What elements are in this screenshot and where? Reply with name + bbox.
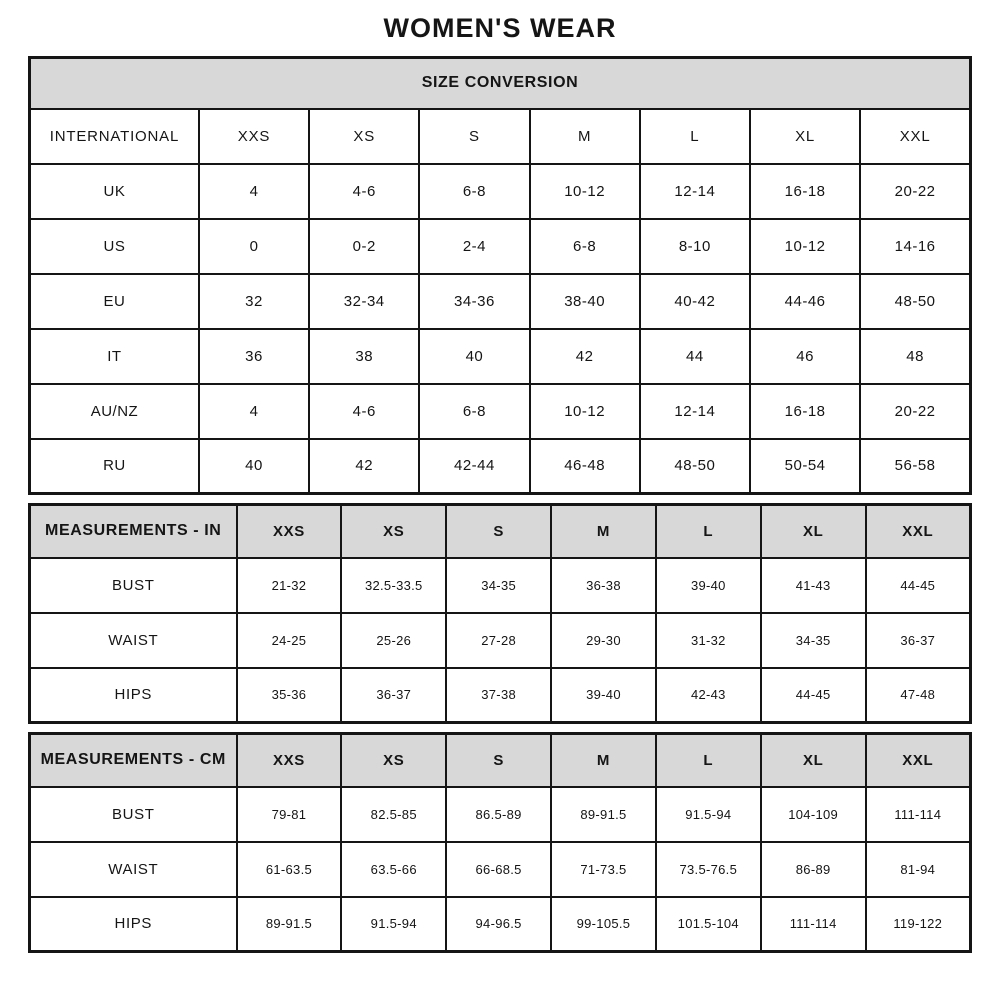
value-cell: 91.5-94	[656, 787, 761, 842]
value-cell: 38-40	[530, 274, 640, 329]
value-cell: 4-6	[309, 384, 419, 439]
value-cell: 14-16	[860, 219, 970, 274]
value-cell: 32-34	[309, 274, 419, 329]
value-cell: 10-12	[530, 164, 640, 219]
value-cell: 89-91.5	[237, 897, 342, 952]
row-label-waist: WAIST	[30, 613, 237, 668]
value-cell: 61-63.5	[237, 842, 342, 897]
value-cell: 10-12	[750, 219, 860, 274]
column-header-xl: XL	[750, 109, 860, 164]
column-header-xxl: XXL	[860, 109, 970, 164]
value-cell: 44-45	[761, 668, 866, 723]
value-cell: 12-14	[640, 164, 750, 219]
value-cell: 6-8	[419, 164, 529, 219]
value-cell: 82.5-85	[341, 787, 446, 842]
value-cell: 39-40	[656, 558, 761, 613]
value-cell: 6-8	[530, 219, 640, 274]
value-cell: 99-105.5	[551, 897, 656, 952]
table-row-bust	[30, 787, 971, 842]
column-header-xxl: XXL	[866, 734, 971, 787]
value-cell: 25-26	[341, 613, 446, 668]
value-cell: 86-89	[761, 842, 866, 897]
column-header-s: S	[446, 505, 551, 558]
value-cell: 12-14	[640, 384, 750, 439]
row-label-hips: HIPS	[30, 668, 237, 723]
value-cell: 81-94	[866, 842, 971, 897]
row-label-bust: BUST	[30, 558, 237, 613]
column-header-xl: XL	[761, 505, 866, 558]
column-header-xxs: XXS	[199, 109, 309, 164]
value-cell: 6-8	[419, 384, 529, 439]
value-cell: 39-40	[551, 668, 656, 723]
value-cell: 47-48	[866, 668, 971, 723]
value-cell: 2-4	[419, 219, 529, 274]
value-cell: 34-35	[761, 613, 866, 668]
value-cell: 48-50	[640, 439, 750, 494]
row-label-uk: UK	[30, 164, 199, 219]
row-label-hips: HIPS	[30, 897, 237, 952]
column-header-xxl: XXL	[866, 505, 971, 558]
column-header-l: L	[656, 734, 761, 787]
value-cell: 42	[309, 439, 419, 494]
column-header-xxs: XXS	[237, 505, 342, 558]
value-cell: 46-48	[530, 439, 640, 494]
value-cell: 8-10	[640, 219, 750, 274]
row-label-au-nz: AU/NZ	[30, 384, 199, 439]
column-header-m: M	[530, 109, 640, 164]
value-cell: 40-42	[640, 274, 750, 329]
value-cell: 56-58	[860, 439, 970, 494]
table-row-it	[30, 329, 971, 384]
table-row-au-nz	[30, 384, 971, 439]
column-header-s: S	[419, 109, 529, 164]
value-cell: 32.5-33.5	[341, 558, 446, 613]
value-cell: 111-114	[866, 787, 971, 842]
page-title: WOMEN'S WEAR	[383, 13, 617, 43]
value-cell: 73.5-76.5	[656, 842, 761, 897]
value-cell: 4-6	[309, 164, 419, 219]
table-row-eu	[30, 274, 971, 329]
table-row-waist	[30, 842, 971, 897]
measurements-in-table	[28, 503, 972, 724]
value-cell: 16-18	[750, 384, 860, 439]
column-header-xxs: XXS	[237, 734, 342, 787]
column-header-xs: XS	[309, 109, 419, 164]
row-label-waist: WAIST	[30, 842, 237, 897]
value-cell: 38	[309, 329, 419, 384]
value-cell: 21-32	[237, 558, 342, 613]
column-header-xs: XS	[341, 734, 446, 787]
value-cell: 36	[199, 329, 309, 384]
section-banner: SIZE CONVERSION	[30, 58, 971, 109]
value-cell: 35-36	[237, 668, 342, 723]
value-cell: 42-43	[656, 668, 761, 723]
value-cell: 48	[860, 329, 970, 384]
value-cell: 0	[199, 219, 309, 274]
row-label-ru: RU	[30, 439, 199, 494]
value-cell: 40	[419, 329, 529, 384]
column-header-m: M	[551, 505, 656, 558]
column-header-xl: XL	[761, 734, 866, 787]
value-cell: 16-18	[750, 164, 860, 219]
column-header-measurements-in: MEASUREMENTS - IN	[30, 505, 237, 558]
value-cell: 111-114	[761, 897, 866, 952]
table-row-ru	[30, 439, 971, 494]
column-header-m: M	[551, 734, 656, 787]
row-label-eu: EU	[30, 274, 199, 329]
column-header-measurements-cm: MEASUREMENTS - CM	[30, 734, 237, 787]
value-cell: 37-38	[446, 668, 551, 723]
value-cell: 91.5-94	[341, 897, 446, 952]
value-cell: 27-28	[446, 613, 551, 668]
table-row-bust	[30, 558, 971, 613]
value-cell: 34-36	[419, 274, 529, 329]
value-cell: 86.5-89	[446, 787, 551, 842]
value-cell: 94-96.5	[446, 897, 551, 952]
value-cell: 36-38	[551, 558, 656, 613]
value-cell: 36-37	[341, 668, 446, 723]
value-cell: 29-30	[551, 613, 656, 668]
value-cell: 50-54	[750, 439, 860, 494]
table-banner-row	[30, 58, 971, 109]
value-cell: 101.5-104	[656, 897, 761, 952]
column-header-l: L	[656, 505, 761, 558]
value-cell: 40	[199, 439, 309, 494]
value-cell: 71-73.5	[551, 842, 656, 897]
table-row-uk	[30, 164, 971, 219]
value-cell: 10-12	[530, 384, 640, 439]
table-row-hips	[30, 897, 971, 952]
value-cell: 119-122	[866, 897, 971, 952]
value-cell: 4	[199, 164, 309, 219]
column-header-row	[30, 734, 971, 787]
row-label-it: IT	[30, 329, 199, 384]
value-cell: 66-68.5	[446, 842, 551, 897]
value-cell: 24-25	[237, 613, 342, 668]
value-cell: 41-43	[761, 558, 866, 613]
value-cell: 63.5-66	[341, 842, 446, 897]
column-header-xs: XS	[341, 505, 446, 558]
value-cell: 44-45	[866, 558, 971, 613]
table-row-hips	[30, 668, 971, 723]
row-label-us: US	[30, 219, 199, 274]
value-cell: 44	[640, 329, 750, 384]
table-row-waist	[30, 613, 971, 668]
table-row-us	[30, 219, 971, 274]
row-label-bust: BUST	[30, 787, 237, 842]
value-cell: 31-32	[656, 613, 761, 668]
value-cell: 36-37	[866, 613, 971, 668]
column-header-row	[30, 505, 971, 558]
value-cell: 46	[750, 329, 860, 384]
column-header-row	[30, 109, 971, 164]
column-header-international: INTERNATIONAL	[30, 109, 199, 164]
value-cell: 89-91.5	[551, 787, 656, 842]
value-cell: 32	[199, 274, 309, 329]
value-cell: 79-81	[237, 787, 342, 842]
value-cell: 44-46	[750, 274, 860, 329]
value-cell: 104-109	[761, 787, 866, 842]
value-cell: 42-44	[419, 439, 529, 494]
column-header-s: S	[446, 734, 551, 787]
value-cell: 0-2	[309, 219, 419, 274]
value-cell: 34-35	[446, 558, 551, 613]
value-cell: 4	[199, 384, 309, 439]
column-header-l: L	[640, 109, 750, 164]
size-conversion-table	[28, 56, 972, 495]
value-cell: 48-50	[860, 274, 970, 329]
value-cell: 42	[530, 329, 640, 384]
value-cell: 20-22	[860, 164, 970, 219]
value-cell: 20-22	[860, 384, 970, 439]
measurements-cm-table	[28, 732, 972, 953]
